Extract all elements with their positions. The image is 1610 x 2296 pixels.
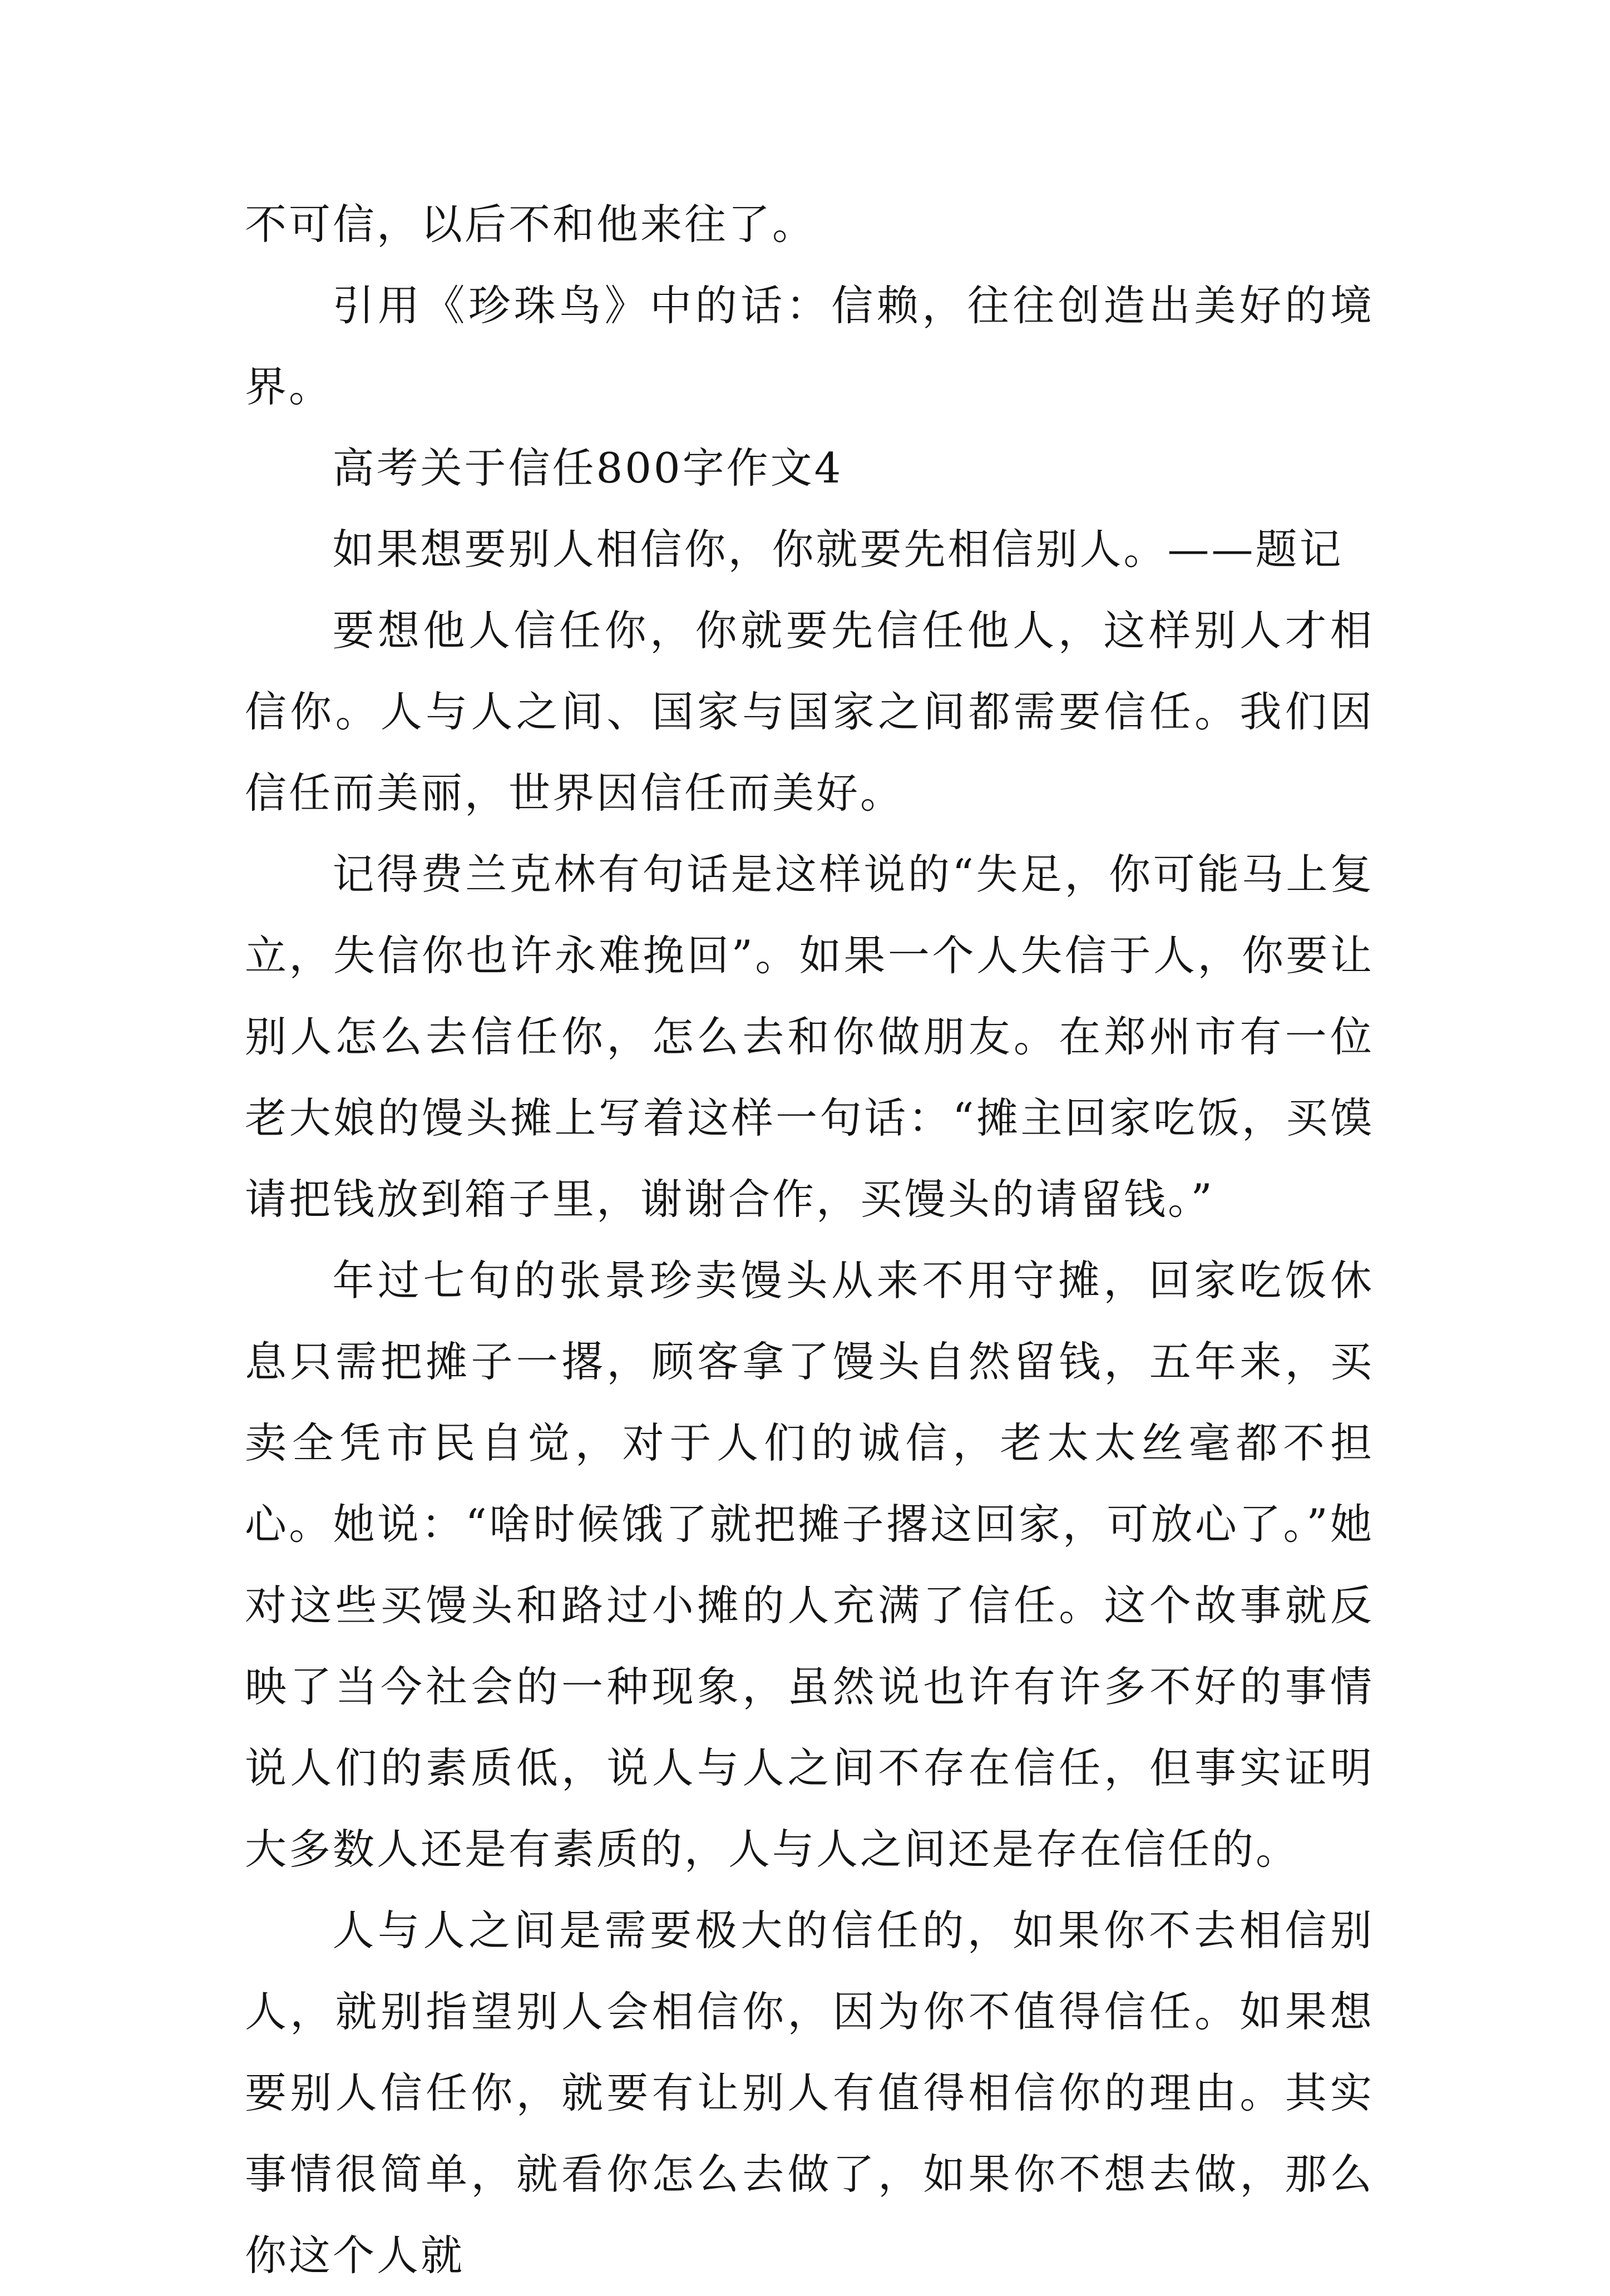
epigraph: 如果想要别人相信你，你就要先相信别人。——题记 bbox=[332, 525, 1344, 574]
paragraph-7: 年过七旬的张景珍卖馒头从来不用守摊，回家吃饭休息只需把摊子一撂，顾客拿了馒头自然留钱，五年来，买卖全凭市民自觉，对于人们的诚信，老太太丝毫都不担心。她说：“啥时候饿了就把摊子撂这回家，可放心了。”她对这些买馒头和路过小摊的人充满了信任。这个故事就反映了当今社会的一种现象，虽然说也许有许多不好的事情说人们的素质低，说人与人之间不存在信任，但事实证明大多数人还是有素质的，人与人之间还是存在信任的。 bbox=[245, 1256, 1374, 1874]
paragraph-2: 引用《珍珠鸟》中的话：信赖，往往创造出美好的境界。 bbox=[245, 281, 1374, 411]
essay-heading: 高考关于信任800字作文4 bbox=[332, 444, 843, 492]
document-body bbox=[245, 184, 1374, 2296]
paragraph-5: 要想他人信任你，你就要先信任他人，这样别人才相信你。人与人之间、国家与国家之间都需要信任。我们因信任而美丽，世界因信任而美好。 bbox=[245, 606, 1374, 817]
paragraph-6: 记得费兰克林有句话是这样说的“失足，你可能马上复立，失信你也许永难挽回”。如果一个人失信于人，你要让别人怎么去信任你，怎么去和你做朋友。在郑州市有一位老大娘的馒头摊上写着这样一句话：“摊主回家吃饭，买馍请把钱放到箱子里，谢谢合作，买馒头的请留钱。” bbox=[245, 850, 1374, 1224]
paragraph-1: 不可信，以后不和他来往了。 bbox=[245, 200, 817, 249]
paragraph-8: 人与人之间是需要极大的信任的，如果你不去相信别人，就别指望别人会相信你，因为你不值得信任。如果想要别人信任你，就要有让别人有值得相信你的理由。其实事情很简单，就看你怎么去做了，如果你不想去做，那么你这个人就 bbox=[245, 1906, 1374, 2280]
